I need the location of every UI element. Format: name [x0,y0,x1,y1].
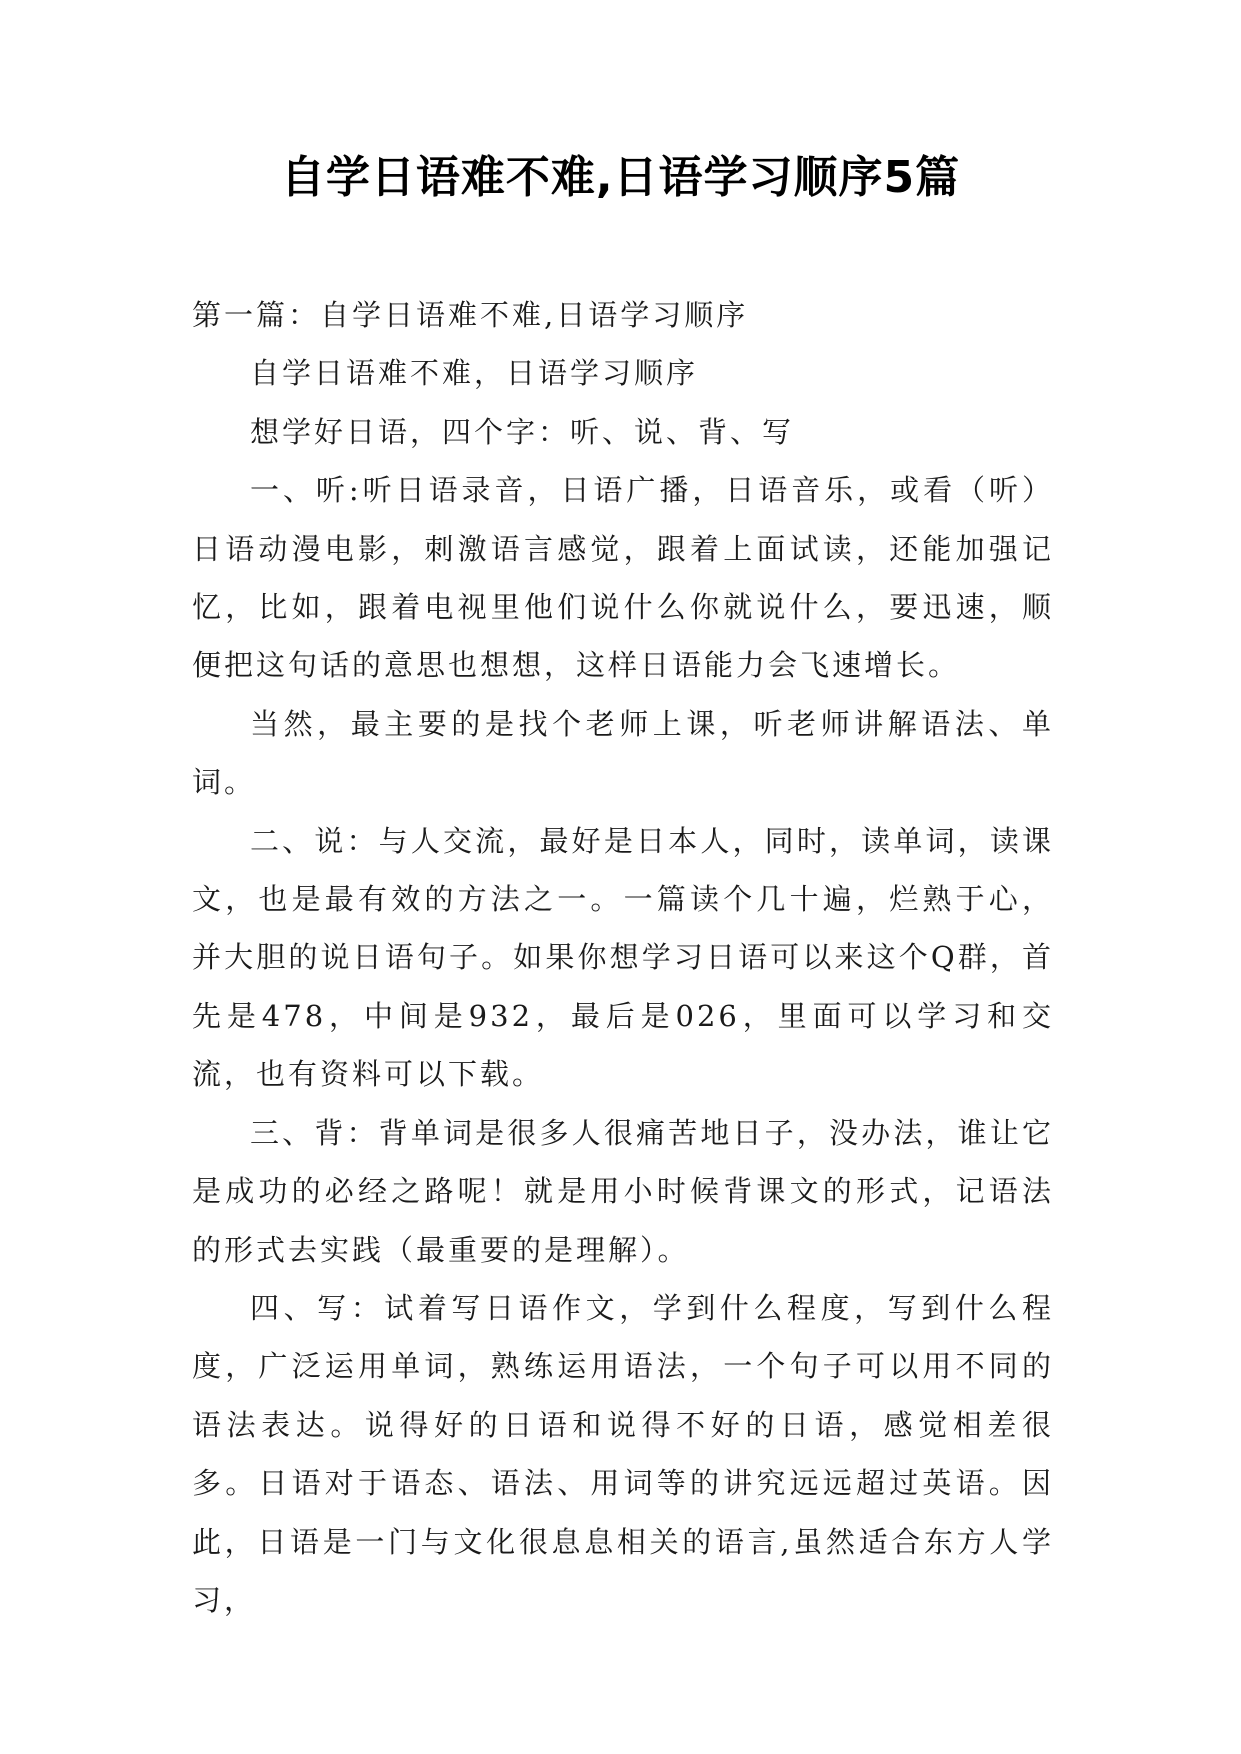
paragraph-subtitle: 自学日语难不难，日语学习顺序 [250,356,699,391]
document-body [192,286,1054,1629]
paragraph-teacher: 当然，最主要的是找个老师上课，听老师讲解语法、单词。 [192,706,1054,800]
section-heading: 第一篇：自学日语难不难,日语学习顺序 [192,298,749,332]
paragraph-memorize: 三、背：背单词是很多人很痛苦地日子，没办法，谁让它是成功的必经之路呢！就是用小时候背课文的形式，记语法的形式去实践（最重要的是理解）。 [192,1115,1054,1267]
paragraph-listen: 一、听:听日语录音，日语广播，日语音乐，或看（听）日语动漫电影，刺激语言感觉，跟着上面试读，还能加强记忆，比如，跟着电视里他们说什么你就说什么，要迅速，顺便把这句话的意思也想想，这样日语能力会飞速增长。 [192,473,1054,683]
paragraph-intro: 想学好日语，四个字：听、说、背、写 [250,414,795,449]
paragraph-write: 四、写：试着写日语作文，学到什么程度，写到什么程度，广泛运用单词，熟练运用语法，一个句子可以用不同的语法表达。说得好的日语和说得不好的日语，感觉相差很多。日语对于语态、语法、用词等的讲究远远超过英语。因此，日语是一门与文化很息息相关的语言,虽然适合东方人学习， [192,1290,1054,1617]
document-title: 自学日语难不难,日语学习顺序5篇 [280,152,961,203]
paragraph-speak: 二、说：与人交流，最好是日本人，同时，读单词，读课文，也是最有效的方法之一。一篇读个几十遍，烂熟于心，并大胆的说日语句子。如果你想学习日语可以来这个Q群，首先是478，中间是932，最后是026，里面可以学习和交流，也有资料可以下载。 [192,823,1054,1092]
